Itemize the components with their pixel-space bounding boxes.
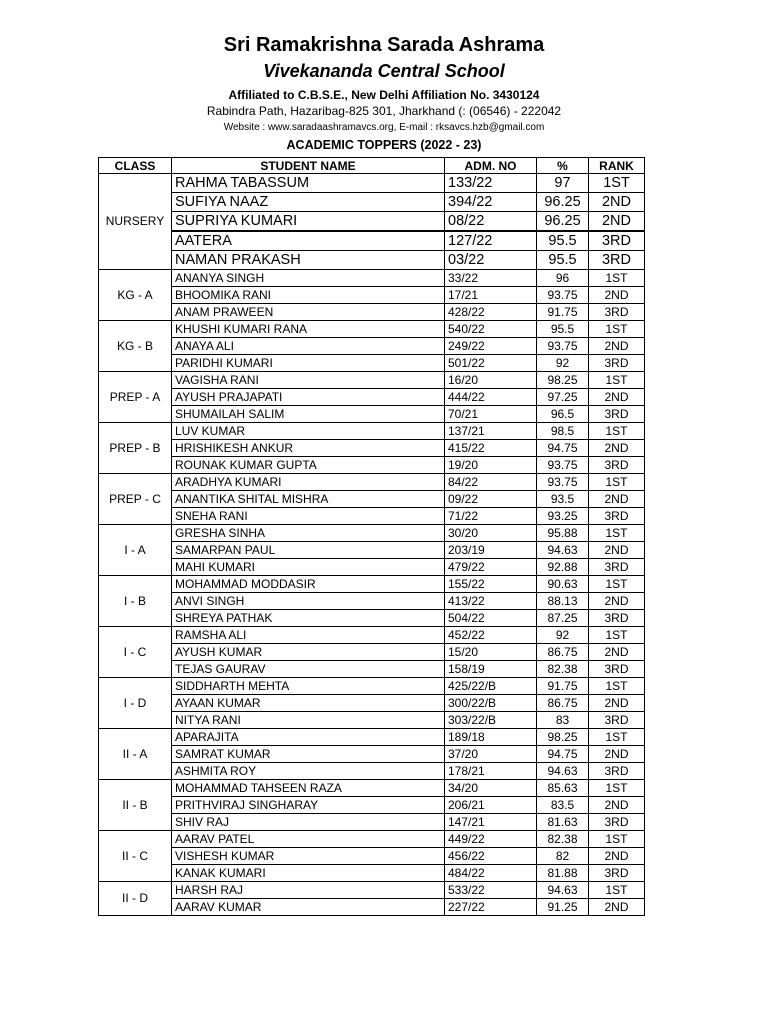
student-name-cell: ANAYA ALI xyxy=(172,338,445,355)
class-cell: PREP - B xyxy=(99,423,172,474)
percent-cell: 82.38 xyxy=(537,661,589,678)
adm-no-cell: 501/22 xyxy=(445,355,537,372)
adm-no-cell: 540/22 xyxy=(445,321,537,338)
student-name-cell: KANAK KUMARI xyxy=(172,865,445,882)
adm-no-cell: 189/18 xyxy=(445,729,537,746)
student-name-cell: PRITHVIRAJ SINGHARAY xyxy=(172,797,445,814)
class-cell: II - D xyxy=(99,882,172,916)
percent-cell: 87.25 xyxy=(537,610,589,627)
rank-cell: 3RD xyxy=(589,508,645,525)
rank-cell: 3RD xyxy=(589,355,645,372)
class-cell: II - A xyxy=(99,729,172,780)
class-cell: PREP - C xyxy=(99,474,172,525)
adm-no-cell: 71/22 xyxy=(445,508,537,525)
percent-cell: 93.75 xyxy=(537,287,589,304)
student-name-cell: SHIV RAJ xyxy=(172,814,445,831)
adm-no-cell: 444/22 xyxy=(445,389,537,406)
rank-cell: 2ND xyxy=(589,848,645,865)
rank-cell: 1ST xyxy=(589,576,645,593)
rank-cell: 2ND xyxy=(589,746,645,763)
rank-cell: 2ND xyxy=(589,797,645,814)
table-row xyxy=(99,576,645,593)
student-name-cell: APARAJITA xyxy=(172,729,445,746)
percent-cell: 93.5 xyxy=(537,491,589,508)
student-name-cell: AYUSH KUMAR xyxy=(172,644,445,661)
student-name-cell: LUV KUMAR xyxy=(172,423,445,440)
adm-no-cell: 16/20 xyxy=(445,372,537,389)
rank-cell: 3RD xyxy=(589,457,645,474)
table-row xyxy=(99,780,645,797)
adm-no-cell: 137/21 xyxy=(445,423,537,440)
table-row xyxy=(99,508,645,525)
adm-no-cell: 484/22 xyxy=(445,865,537,882)
student-name-cell: MAHI KUMARI xyxy=(172,559,445,576)
table-row xyxy=(99,644,645,661)
table-row xyxy=(99,695,645,712)
rank-cell: 1ST xyxy=(589,321,645,338)
percent-cell: 97.25 xyxy=(537,389,589,406)
school-subtitle: Vivekananda Central School xyxy=(263,61,505,81)
student-name-cell: SUFIYA NAAZ xyxy=(172,193,445,212)
column-header-percent: % xyxy=(537,158,589,174)
rank-cell: 3RD xyxy=(589,251,645,270)
rank-cell: 3RD xyxy=(589,763,645,780)
school-title: Sri Ramakrishna Sarada Ashrama xyxy=(223,34,545,56)
percent-cell: 96 xyxy=(537,270,589,287)
adm-no-cell: 127/22 xyxy=(445,231,537,251)
rank-cell: 2ND xyxy=(589,899,645,916)
table-row xyxy=(99,491,645,508)
rank-cell: 1ST xyxy=(589,525,645,542)
percent-cell: 83.5 xyxy=(537,797,589,814)
table-row xyxy=(99,559,645,576)
student-name-cell: ASHMITA ROY xyxy=(172,763,445,780)
adm-no-cell: 394/22 xyxy=(445,193,537,212)
rank-cell: 2ND xyxy=(589,542,645,559)
student-name-cell: ANANTIKA SHITAL MISHRA xyxy=(172,491,445,508)
student-name-cell: SAMARPAN PAUL xyxy=(172,542,445,559)
rank-cell: 1ST xyxy=(589,627,645,644)
table-row xyxy=(99,729,645,746)
rank-cell: 2ND xyxy=(589,338,645,355)
rank-cell: 1ST xyxy=(589,270,645,287)
student-name-cell: GRESHA SINHA xyxy=(172,525,445,542)
table-row xyxy=(99,321,645,338)
student-name-cell: BHOOMIKA RANI xyxy=(172,287,445,304)
rank-cell: 3RD xyxy=(589,231,645,251)
table-header-row xyxy=(99,158,645,174)
class-group xyxy=(99,882,645,916)
rank-cell: 2ND xyxy=(589,593,645,610)
adm-no-cell: 19/20 xyxy=(445,457,537,474)
student-name-cell: NITYA RANI xyxy=(172,712,445,729)
class-group xyxy=(99,780,645,831)
table-row xyxy=(99,287,645,304)
rank-cell: 3RD xyxy=(589,712,645,729)
percent-cell: 94.63 xyxy=(537,542,589,559)
class-group xyxy=(99,474,645,525)
class-cell: I - B xyxy=(99,576,172,627)
table-row xyxy=(99,406,645,423)
percent-cell: 86.75 xyxy=(537,644,589,661)
percent-cell: 81.63 xyxy=(537,814,589,831)
contact-line: Website : www.saradaashramavcs.org, E-mail : rksavcs.hzb@gmail.com xyxy=(223,122,545,133)
percent-cell: 95.5 xyxy=(537,251,589,270)
student-name-cell: AYAAN KUMAR xyxy=(172,695,445,712)
student-name-cell: AARAV KUMAR xyxy=(172,899,445,916)
percent-cell: 94.75 xyxy=(537,746,589,763)
table-row xyxy=(99,763,645,780)
adm-no-cell: 533/22 xyxy=(445,882,537,899)
class-cell: I - C xyxy=(99,627,172,678)
table-row xyxy=(99,797,645,814)
student-name-cell: TEJAS GAURAV xyxy=(172,661,445,678)
address-line: Rabindra Path, Hazaribag-825 301, Jharkhand (: (06546) - 222042 xyxy=(206,104,562,118)
table-row xyxy=(99,457,645,474)
adm-no-cell: 415/22 xyxy=(445,440,537,457)
adm-no-cell: 70/21 xyxy=(445,406,537,423)
percent-cell: 95.88 xyxy=(537,525,589,542)
student-name-cell: SIDDHARTH MEHTA xyxy=(172,678,445,695)
class-group xyxy=(99,423,645,474)
class-group xyxy=(99,831,645,882)
rank-cell: 1ST xyxy=(589,174,645,193)
table-row xyxy=(99,627,645,644)
percent-cell: 82 xyxy=(537,848,589,865)
class-cell: II - B xyxy=(99,780,172,831)
class-cell: I - D xyxy=(99,678,172,729)
student-name-cell: VISHESH KUMAR xyxy=(172,848,445,865)
student-name-cell: VAGISHA RANI xyxy=(172,372,445,389)
student-name-cell: ROUNAK KUMAR GUPTA xyxy=(172,457,445,474)
table-row xyxy=(99,661,645,678)
rank-cell: 2ND xyxy=(589,440,645,457)
adm-no-cell: 206/21 xyxy=(445,797,537,814)
class-cell: I - A xyxy=(99,525,172,576)
table-row xyxy=(99,355,645,372)
rank-cell: 1ST xyxy=(589,882,645,899)
table-row xyxy=(99,899,645,916)
class-group xyxy=(99,576,645,627)
percent-cell: 98.25 xyxy=(537,372,589,389)
percent-cell: 98.25 xyxy=(537,729,589,746)
table-row xyxy=(99,831,645,848)
rank-cell: 1ST xyxy=(589,729,645,746)
table-row xyxy=(99,372,645,389)
table-row xyxy=(99,231,645,251)
percent-cell: 95.5 xyxy=(537,231,589,251)
percent-cell: 92 xyxy=(537,627,589,644)
adm-no-cell: 303/22/B xyxy=(445,712,537,729)
rank-cell: 1ST xyxy=(589,474,645,491)
class-group xyxy=(99,321,645,372)
adm-no-cell: 479/22 xyxy=(445,559,537,576)
rank-cell: 2ND xyxy=(589,389,645,406)
student-name-cell: MOHAMMAD MODDASIR xyxy=(172,576,445,593)
adm-no-cell: 178/21 xyxy=(445,763,537,780)
percent-cell: 85.63 xyxy=(537,780,589,797)
table-row xyxy=(99,304,645,321)
percent-cell: 83 xyxy=(537,712,589,729)
column-header-class: CLASS xyxy=(99,158,172,174)
adm-no-cell: 425/22/B xyxy=(445,678,537,695)
student-name-cell: SHUMAILAH SALIM xyxy=(172,406,445,423)
table-row xyxy=(99,593,645,610)
student-name-cell: SAMRAT KUMAR xyxy=(172,746,445,763)
rank-cell: 1ST xyxy=(589,423,645,440)
class-group xyxy=(99,174,645,270)
adm-no-cell: 37/20 xyxy=(445,746,537,763)
percent-cell: 92.88 xyxy=(537,559,589,576)
percent-cell: 91.75 xyxy=(537,678,589,695)
rank-cell: 3RD xyxy=(589,304,645,321)
adm-no-cell: 300/22/B xyxy=(445,695,537,712)
rank-cell: 3RD xyxy=(589,865,645,882)
class-group xyxy=(99,627,645,678)
adm-no-cell: 413/22 xyxy=(445,593,537,610)
adm-no-cell: 09/22 xyxy=(445,491,537,508)
table-row xyxy=(99,423,645,440)
adm-no-cell: 249/22 xyxy=(445,338,537,355)
rank-cell: 2ND xyxy=(589,644,645,661)
adm-no-cell: 30/20 xyxy=(445,525,537,542)
percent-cell: 94.63 xyxy=(537,763,589,780)
adm-no-cell: 155/22 xyxy=(445,576,537,593)
class-cell: II - C xyxy=(99,831,172,882)
percent-cell: 98.5 xyxy=(537,423,589,440)
table-row xyxy=(99,865,645,882)
rank-cell: 3RD xyxy=(589,610,645,627)
column-header-rank: RANK xyxy=(589,158,645,174)
rank-cell: 3RD xyxy=(589,559,645,576)
student-name-cell: ANANYA SINGH xyxy=(172,270,445,287)
adm-no-cell: 08/22 xyxy=(445,212,537,232)
percent-cell: 92 xyxy=(537,355,589,372)
table-row xyxy=(99,389,645,406)
rank-cell: 2ND xyxy=(589,212,645,232)
table-row xyxy=(99,174,645,193)
percent-cell: 81.88 xyxy=(537,865,589,882)
rank-cell: 2ND xyxy=(589,193,645,212)
rank-cell: 1ST xyxy=(589,372,645,389)
adm-no-cell: 147/21 xyxy=(445,814,537,831)
table-row xyxy=(99,251,645,270)
adm-no-cell: 84/22 xyxy=(445,474,537,491)
adm-no-cell: 227/22 xyxy=(445,899,537,916)
adm-no-cell: 504/22 xyxy=(445,610,537,627)
adm-no-cell: 03/22 xyxy=(445,251,537,270)
column-header-adm-no: ADM. NO xyxy=(445,158,537,174)
class-group xyxy=(99,270,645,321)
percent-cell: 94.63 xyxy=(537,882,589,899)
percent-cell: 96.25 xyxy=(537,212,589,232)
percent-cell: 95.5 xyxy=(537,321,589,338)
table-row xyxy=(99,542,645,559)
student-name-cell: SUPRIYA KUMARI xyxy=(172,212,445,232)
student-name-cell: SNEHA RANI xyxy=(172,508,445,525)
adm-no-cell: 33/22 xyxy=(445,270,537,287)
class-cell: PREP - A xyxy=(99,372,172,423)
adm-no-cell: 34/20 xyxy=(445,780,537,797)
class-group xyxy=(99,678,645,729)
class-cell: KG - A xyxy=(99,270,172,321)
percent-cell: 90.63 xyxy=(537,576,589,593)
student-name-cell: MOHAMMAD TAHSEEN RAZA xyxy=(172,780,445,797)
student-name-cell: AATERA xyxy=(172,231,445,251)
percent-cell: 94.75 xyxy=(537,440,589,457)
table-row xyxy=(99,270,645,287)
adm-no-cell: 449/22 xyxy=(445,831,537,848)
class-group xyxy=(99,525,645,576)
class-cell: KG - B xyxy=(99,321,172,372)
percent-cell: 96.25 xyxy=(537,193,589,212)
student-name-cell: AYUSH PRAJAPATI xyxy=(172,389,445,406)
table-row xyxy=(99,610,645,627)
adm-no-cell: 17/21 xyxy=(445,287,537,304)
percent-cell: 82.38 xyxy=(537,831,589,848)
percent-cell: 91.75 xyxy=(537,304,589,321)
percent-cell: 93.75 xyxy=(537,474,589,491)
table-row xyxy=(99,440,645,457)
adm-no-cell: 158/19 xyxy=(445,661,537,678)
table-row xyxy=(99,678,645,695)
table-row xyxy=(99,848,645,865)
table-row xyxy=(99,746,645,763)
class-group xyxy=(99,372,645,423)
student-name-cell: HRISHIKESH ANKUR xyxy=(172,440,445,457)
affiliation-line: Affiliated to C.B.S.E., New Delhi Affiliation No. 3430124 xyxy=(228,88,540,102)
rank-cell: 1ST xyxy=(589,780,645,797)
student-name-cell: AARAV PATEL xyxy=(172,831,445,848)
percent-cell: 91.25 xyxy=(537,899,589,916)
toppers-table xyxy=(98,157,645,916)
student-name-cell: RAHMA TABASSUM xyxy=(172,174,445,193)
student-name-cell: NAMAN PRAKASH xyxy=(172,251,445,270)
rank-cell: 3RD xyxy=(589,661,645,678)
table-row xyxy=(99,193,645,212)
rank-cell: 1ST xyxy=(589,831,645,848)
student-name-cell: SHREYA PATHAK xyxy=(172,610,445,627)
rank-cell: 1ST xyxy=(589,678,645,695)
percent-cell: 88.13 xyxy=(537,593,589,610)
adm-no-cell: 15/20 xyxy=(445,644,537,661)
table-row xyxy=(99,212,645,232)
student-name-cell: ANAM PRAWEEN xyxy=(172,304,445,321)
percent-cell: 93.75 xyxy=(537,457,589,474)
student-name-cell: ANVI SINGH xyxy=(172,593,445,610)
class-group xyxy=(99,729,645,780)
table-row xyxy=(99,474,645,491)
table-row xyxy=(99,814,645,831)
student-name-cell: KHUSHI KUMARI RANA xyxy=(172,321,445,338)
rank-cell: 3RD xyxy=(589,814,645,831)
percent-cell: 97 xyxy=(537,174,589,193)
percent-cell: 86.75 xyxy=(537,695,589,712)
student-name-cell: RAMSHA ALI xyxy=(172,627,445,644)
table-row xyxy=(99,338,645,355)
percent-cell: 93.25 xyxy=(537,508,589,525)
student-name-cell: PARIDHI KUMARI xyxy=(172,355,445,372)
rank-cell: 3RD xyxy=(589,406,645,423)
rank-cell: 2ND xyxy=(589,695,645,712)
table-row xyxy=(99,712,645,729)
table-row xyxy=(99,525,645,542)
adm-no-cell: 133/22 xyxy=(445,174,537,193)
percent-cell: 96.5 xyxy=(537,406,589,423)
percent-cell: 93.75 xyxy=(537,338,589,355)
student-name-cell: HARSH RAJ xyxy=(172,882,445,899)
adm-no-cell: 456/22 xyxy=(445,848,537,865)
rank-cell: 2ND xyxy=(589,491,645,508)
adm-no-cell: 428/22 xyxy=(445,304,537,321)
column-header-student-name: STUDENT NAME xyxy=(172,158,445,174)
class-cell: NURSERY xyxy=(99,174,172,270)
rank-cell: 2ND xyxy=(589,287,645,304)
table-caption: ACADEMIC TOPPERS (2022 - 23) xyxy=(286,138,482,152)
adm-no-cell: 203/19 xyxy=(445,542,537,559)
table-row xyxy=(99,882,645,899)
student-name-cell: ARADHYA KUMARI xyxy=(172,474,445,491)
adm-no-cell: 452/22 xyxy=(445,627,537,644)
